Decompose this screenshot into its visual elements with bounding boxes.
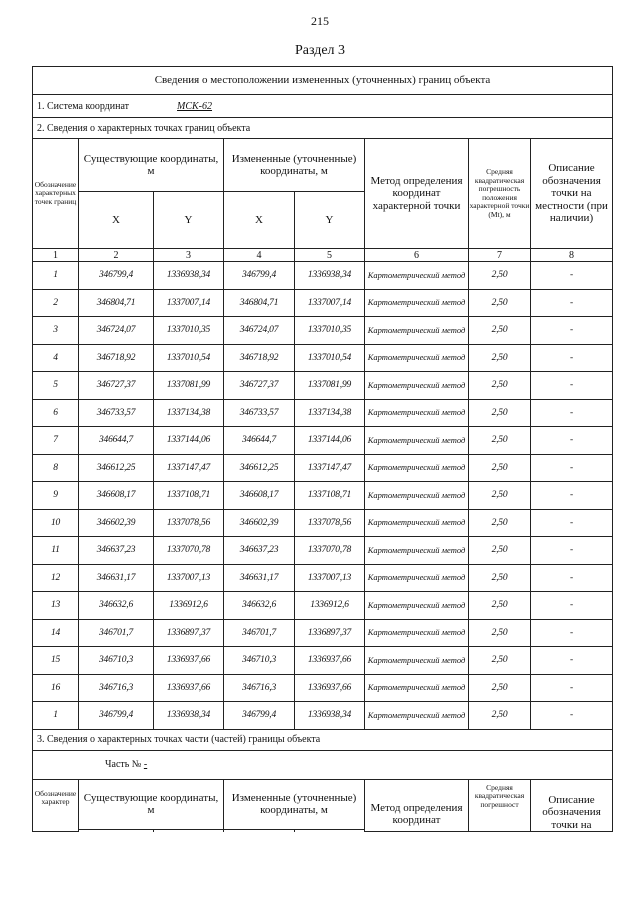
column-number: 6 bbox=[365, 249, 469, 262]
point-number: 10 bbox=[33, 509, 79, 537]
point-number: 13 bbox=[33, 592, 79, 620]
page-number: 215 bbox=[311, 14, 329, 28]
existing-x: 346799,4 bbox=[79, 262, 154, 290]
changed-y: 1336897,37 bbox=[295, 619, 365, 647]
existing-x: 346644,7 bbox=[79, 427, 154, 455]
table-row bbox=[33, 619, 613, 647]
method: Картометрический метод bbox=[365, 262, 469, 290]
existing-x: 346701,7 bbox=[79, 619, 154, 647]
method: Картометрический метод bbox=[365, 537, 469, 565]
description: - bbox=[531, 482, 613, 510]
table-row bbox=[33, 427, 613, 455]
table-row bbox=[33, 702, 613, 730]
existing-y: 1337134,38 bbox=[154, 399, 224, 427]
header-changed: Измененные (уточненные) координаты, м bbox=[224, 139, 365, 192]
changed-x: 346799,4 bbox=[224, 262, 295, 290]
point-number: 8 bbox=[33, 454, 79, 482]
existing-y: 1337108,71 bbox=[154, 482, 224, 510]
description: - bbox=[531, 509, 613, 537]
mse: 2,50 bbox=[469, 344, 531, 372]
point-number: 5 bbox=[33, 372, 79, 400]
changed-y: 1336912,6 bbox=[295, 592, 365, 620]
bottom-header-changed: Измененные (уточненные) координаты, м bbox=[224, 779, 365, 829]
method: Картометрический метод bbox=[365, 344, 469, 372]
point-number: 3 bbox=[33, 317, 79, 345]
description: - bbox=[531, 647, 613, 675]
changed-x: 346799,4 bbox=[224, 702, 295, 730]
description: - bbox=[531, 564, 613, 592]
column-numbers-row bbox=[33, 249, 613, 262]
existing-x: 346716,3 bbox=[79, 674, 154, 702]
existing-y: 1337070,78 bbox=[154, 537, 224, 565]
point-number: 7 bbox=[33, 427, 79, 455]
changed-x: 346612,25 bbox=[224, 454, 295, 482]
point-number: 1 bbox=[33, 262, 79, 290]
table-row bbox=[33, 647, 613, 675]
method: Картометрический метод bbox=[365, 509, 469, 537]
method: Картометрический метод bbox=[365, 702, 469, 730]
method: Картометрический метод bbox=[365, 317, 469, 345]
table-row bbox=[33, 289, 613, 317]
changed-x: 346716,3 bbox=[224, 674, 295, 702]
header-method: Метод определения координат характерной точки bbox=[365, 139, 469, 249]
mse: 2,50 bbox=[469, 674, 531, 702]
description: - bbox=[531, 289, 613, 317]
existing-x: 346608,17 bbox=[79, 482, 154, 510]
existing-y: 1337078,56 bbox=[154, 509, 224, 537]
column-number: 3 bbox=[154, 249, 224, 262]
point-number: 12 bbox=[33, 564, 79, 592]
description: - bbox=[531, 537, 613, 565]
existing-x: 346727,37 bbox=[79, 372, 154, 400]
existing-x: 346710,3 bbox=[79, 647, 154, 675]
part-value: - bbox=[143, 759, 148, 770]
changed-y: 1337010,54 bbox=[295, 344, 365, 372]
existing-y: 1336912,6 bbox=[154, 592, 224, 620]
mse: 2,50 bbox=[469, 399, 531, 427]
table-row bbox=[33, 317, 613, 345]
points-section-title: 2. Сведения о характерных точках границ объекта bbox=[33, 118, 613, 139]
table-row bbox=[33, 592, 613, 620]
table-row bbox=[33, 344, 613, 372]
mse: 2,50 bbox=[469, 262, 531, 290]
table-row bbox=[33, 674, 613, 702]
table-row bbox=[33, 509, 613, 537]
mse: 2,50 bbox=[469, 454, 531, 482]
point-number: 14 bbox=[33, 619, 79, 647]
description: - bbox=[531, 262, 613, 290]
existing-y: 1337007,13 bbox=[154, 564, 224, 592]
mse: 2,50 bbox=[469, 482, 531, 510]
method: Картометрический метод bbox=[365, 482, 469, 510]
changed-x: 346602,39 bbox=[224, 509, 295, 537]
mse: 2,50 bbox=[469, 647, 531, 675]
point-number: 1 bbox=[33, 702, 79, 730]
existing-y: 1337010,35 bbox=[154, 317, 224, 345]
changed-x: 346804,71 bbox=[224, 289, 295, 317]
bottom-header-mse: Средняя квадратическая погрешност bbox=[469, 779, 531, 832]
method: Картометрический метод bbox=[365, 592, 469, 620]
column-number: 8 bbox=[531, 249, 613, 262]
method: Картометрический метод bbox=[365, 647, 469, 675]
changed-x: 346637,23 bbox=[224, 537, 295, 565]
mse: 2,50 bbox=[469, 372, 531, 400]
description: - bbox=[531, 674, 613, 702]
method: Картометрический метод bbox=[365, 454, 469, 482]
table-row bbox=[33, 537, 613, 565]
changed-y: 1336937,66 bbox=[295, 674, 365, 702]
bottom-header-description: Описание обозначения точки на bbox=[531, 779, 613, 832]
mse: 2,50 bbox=[469, 592, 531, 620]
changed-x: 346718,92 bbox=[224, 344, 295, 372]
mse: 2,50 bbox=[469, 564, 531, 592]
changed-x: 346724,07 bbox=[224, 317, 295, 345]
changed-y: 1337081,99 bbox=[295, 372, 365, 400]
changed-x: 346644,7 bbox=[224, 427, 295, 455]
mse: 2,50 bbox=[469, 427, 531, 455]
method: Картометрический метод bbox=[365, 372, 469, 400]
existing-y: 1336938,34 bbox=[154, 702, 224, 730]
changed-y: 1337108,71 bbox=[295, 482, 365, 510]
changed-x: 346710,3 bbox=[224, 647, 295, 675]
changed-x: 346631,17 bbox=[224, 564, 295, 592]
coordinate-system-value: МСК-62 bbox=[177, 100, 213, 112]
changed-x: 346727,37 bbox=[224, 372, 295, 400]
column-number: 2 bbox=[79, 249, 154, 262]
column-number: 5 bbox=[295, 249, 365, 262]
mse: 2,50 bbox=[469, 289, 531, 317]
header-existing-x: X bbox=[79, 192, 154, 249]
changed-y: 1337144,06 bbox=[295, 427, 365, 455]
changed-x: 346701,7 bbox=[224, 619, 295, 647]
mse: 2,50 bbox=[469, 702, 531, 730]
method: Картометрический метод bbox=[365, 399, 469, 427]
column-number: 4 bbox=[224, 249, 295, 262]
method: Картометрический метод bbox=[365, 619, 469, 647]
header-existing-y: Y bbox=[154, 192, 224, 249]
description: - bbox=[531, 317, 613, 345]
bottom-header-existing: Существующие координаты, м bbox=[79, 779, 224, 829]
table-row bbox=[33, 564, 613, 592]
existing-y: 1337007,14 bbox=[154, 289, 224, 317]
existing-y: 1336937,66 bbox=[154, 674, 224, 702]
bottom-header-method: Метод определения координат bbox=[365, 779, 469, 832]
mse: 2,50 bbox=[469, 619, 531, 647]
header-mse: Средняя квадратическая погрешность положения характерной точки (Mt), м bbox=[469, 139, 531, 249]
point-number: 2 bbox=[33, 289, 79, 317]
description: - bbox=[531, 372, 613, 400]
existing-y: 1336897,37 bbox=[154, 619, 224, 647]
boundary-table bbox=[32, 66, 613, 832]
header-description: Описание обозначения точки на местности (при наличии) bbox=[531, 139, 613, 249]
point-number: 16 bbox=[33, 674, 79, 702]
column-number: 1 bbox=[33, 249, 79, 262]
changed-y: 1337010,35 bbox=[295, 317, 365, 345]
description: - bbox=[531, 619, 613, 647]
method: Картометрический метод bbox=[365, 564, 469, 592]
description: - bbox=[531, 399, 613, 427]
existing-x: 346804,71 bbox=[79, 289, 154, 317]
part-section-title: 3. Сведения о характерных точках части (частей) границы объекта bbox=[33, 729, 613, 750]
existing-y: 1337147,47 bbox=[154, 454, 224, 482]
existing-y: 1337081,99 bbox=[154, 372, 224, 400]
changed-y: 1336938,34 bbox=[295, 262, 365, 290]
changed-y: 1337007,14 bbox=[295, 289, 365, 317]
method: Картометрический метод bbox=[365, 674, 469, 702]
existing-x: 346631,17 bbox=[79, 564, 154, 592]
description: - bbox=[531, 427, 613, 455]
existing-x: 346602,39 bbox=[79, 509, 154, 537]
description: - bbox=[531, 344, 613, 372]
mse: 2,50 bbox=[469, 509, 531, 537]
existing-y: 1337010,54 bbox=[154, 344, 224, 372]
changed-y: 1337134,38 bbox=[295, 399, 365, 427]
method: Картометрический метод bbox=[365, 427, 469, 455]
existing-x: 346632,6 bbox=[79, 592, 154, 620]
changed-y: 1337147,47 bbox=[295, 454, 365, 482]
existing-y: 1336938,34 bbox=[154, 262, 224, 290]
table-row bbox=[33, 482, 613, 510]
changed-y: 1336938,34 bbox=[295, 702, 365, 730]
point-number: 4 bbox=[33, 344, 79, 372]
coordinate-system-label: 1. Система координат bbox=[37, 100, 130, 112]
header-existing: Существующие координаты, м bbox=[79, 139, 224, 192]
existing-x: 346799,4 bbox=[79, 702, 154, 730]
bottom-header-designation: Обозначение характер bbox=[33, 779, 79, 832]
column-number: 7 bbox=[469, 249, 531, 262]
changed-y: 1336937,66 bbox=[295, 647, 365, 675]
coordinate-system-row bbox=[33, 95, 613, 118]
description: - bbox=[531, 702, 613, 730]
description: - bbox=[531, 454, 613, 482]
table-title: Сведения о местоположении измененных (уточненных) границ объекта bbox=[33, 67, 613, 95]
part-row bbox=[33, 750, 613, 779]
point-number: 15 bbox=[33, 647, 79, 675]
mse: 2,50 bbox=[469, 537, 531, 565]
point-number: 11 bbox=[33, 537, 79, 565]
table-row bbox=[33, 399, 613, 427]
section-title: Раздел 3 bbox=[294, 43, 346, 58]
header-changed-x: X bbox=[224, 192, 295, 249]
existing-x: 346724,07 bbox=[79, 317, 154, 345]
changed-x: 346733,57 bbox=[224, 399, 295, 427]
existing-x: 346612,25 bbox=[79, 454, 154, 482]
existing-x: 346637,23 bbox=[79, 537, 154, 565]
header-changed-y: Y bbox=[295, 192, 365, 249]
table-row bbox=[33, 262, 613, 290]
existing-x: 346718,92 bbox=[79, 344, 154, 372]
table-row bbox=[33, 372, 613, 400]
changed-y: 1337007,13 bbox=[295, 564, 365, 592]
changed-y: 1337078,56 bbox=[295, 509, 365, 537]
point-number: 9 bbox=[33, 482, 79, 510]
point-number: 6 bbox=[33, 399, 79, 427]
table-row bbox=[33, 454, 613, 482]
existing-y: 1337144,06 bbox=[154, 427, 224, 455]
mse: 2,50 bbox=[469, 317, 531, 345]
header-designation: Обозначение характерных точек границ bbox=[33, 139, 79, 249]
changed-y: 1337070,78 bbox=[295, 537, 365, 565]
changed-x: 346632,6 bbox=[224, 592, 295, 620]
description: - bbox=[531, 592, 613, 620]
changed-x: 346608,17 bbox=[224, 482, 295, 510]
part-label: Часть № bbox=[105, 759, 142, 770]
method: Картометрический метод bbox=[365, 289, 469, 317]
existing-y: 1336937,66 bbox=[154, 647, 224, 675]
existing-x: 346733,57 bbox=[79, 399, 154, 427]
